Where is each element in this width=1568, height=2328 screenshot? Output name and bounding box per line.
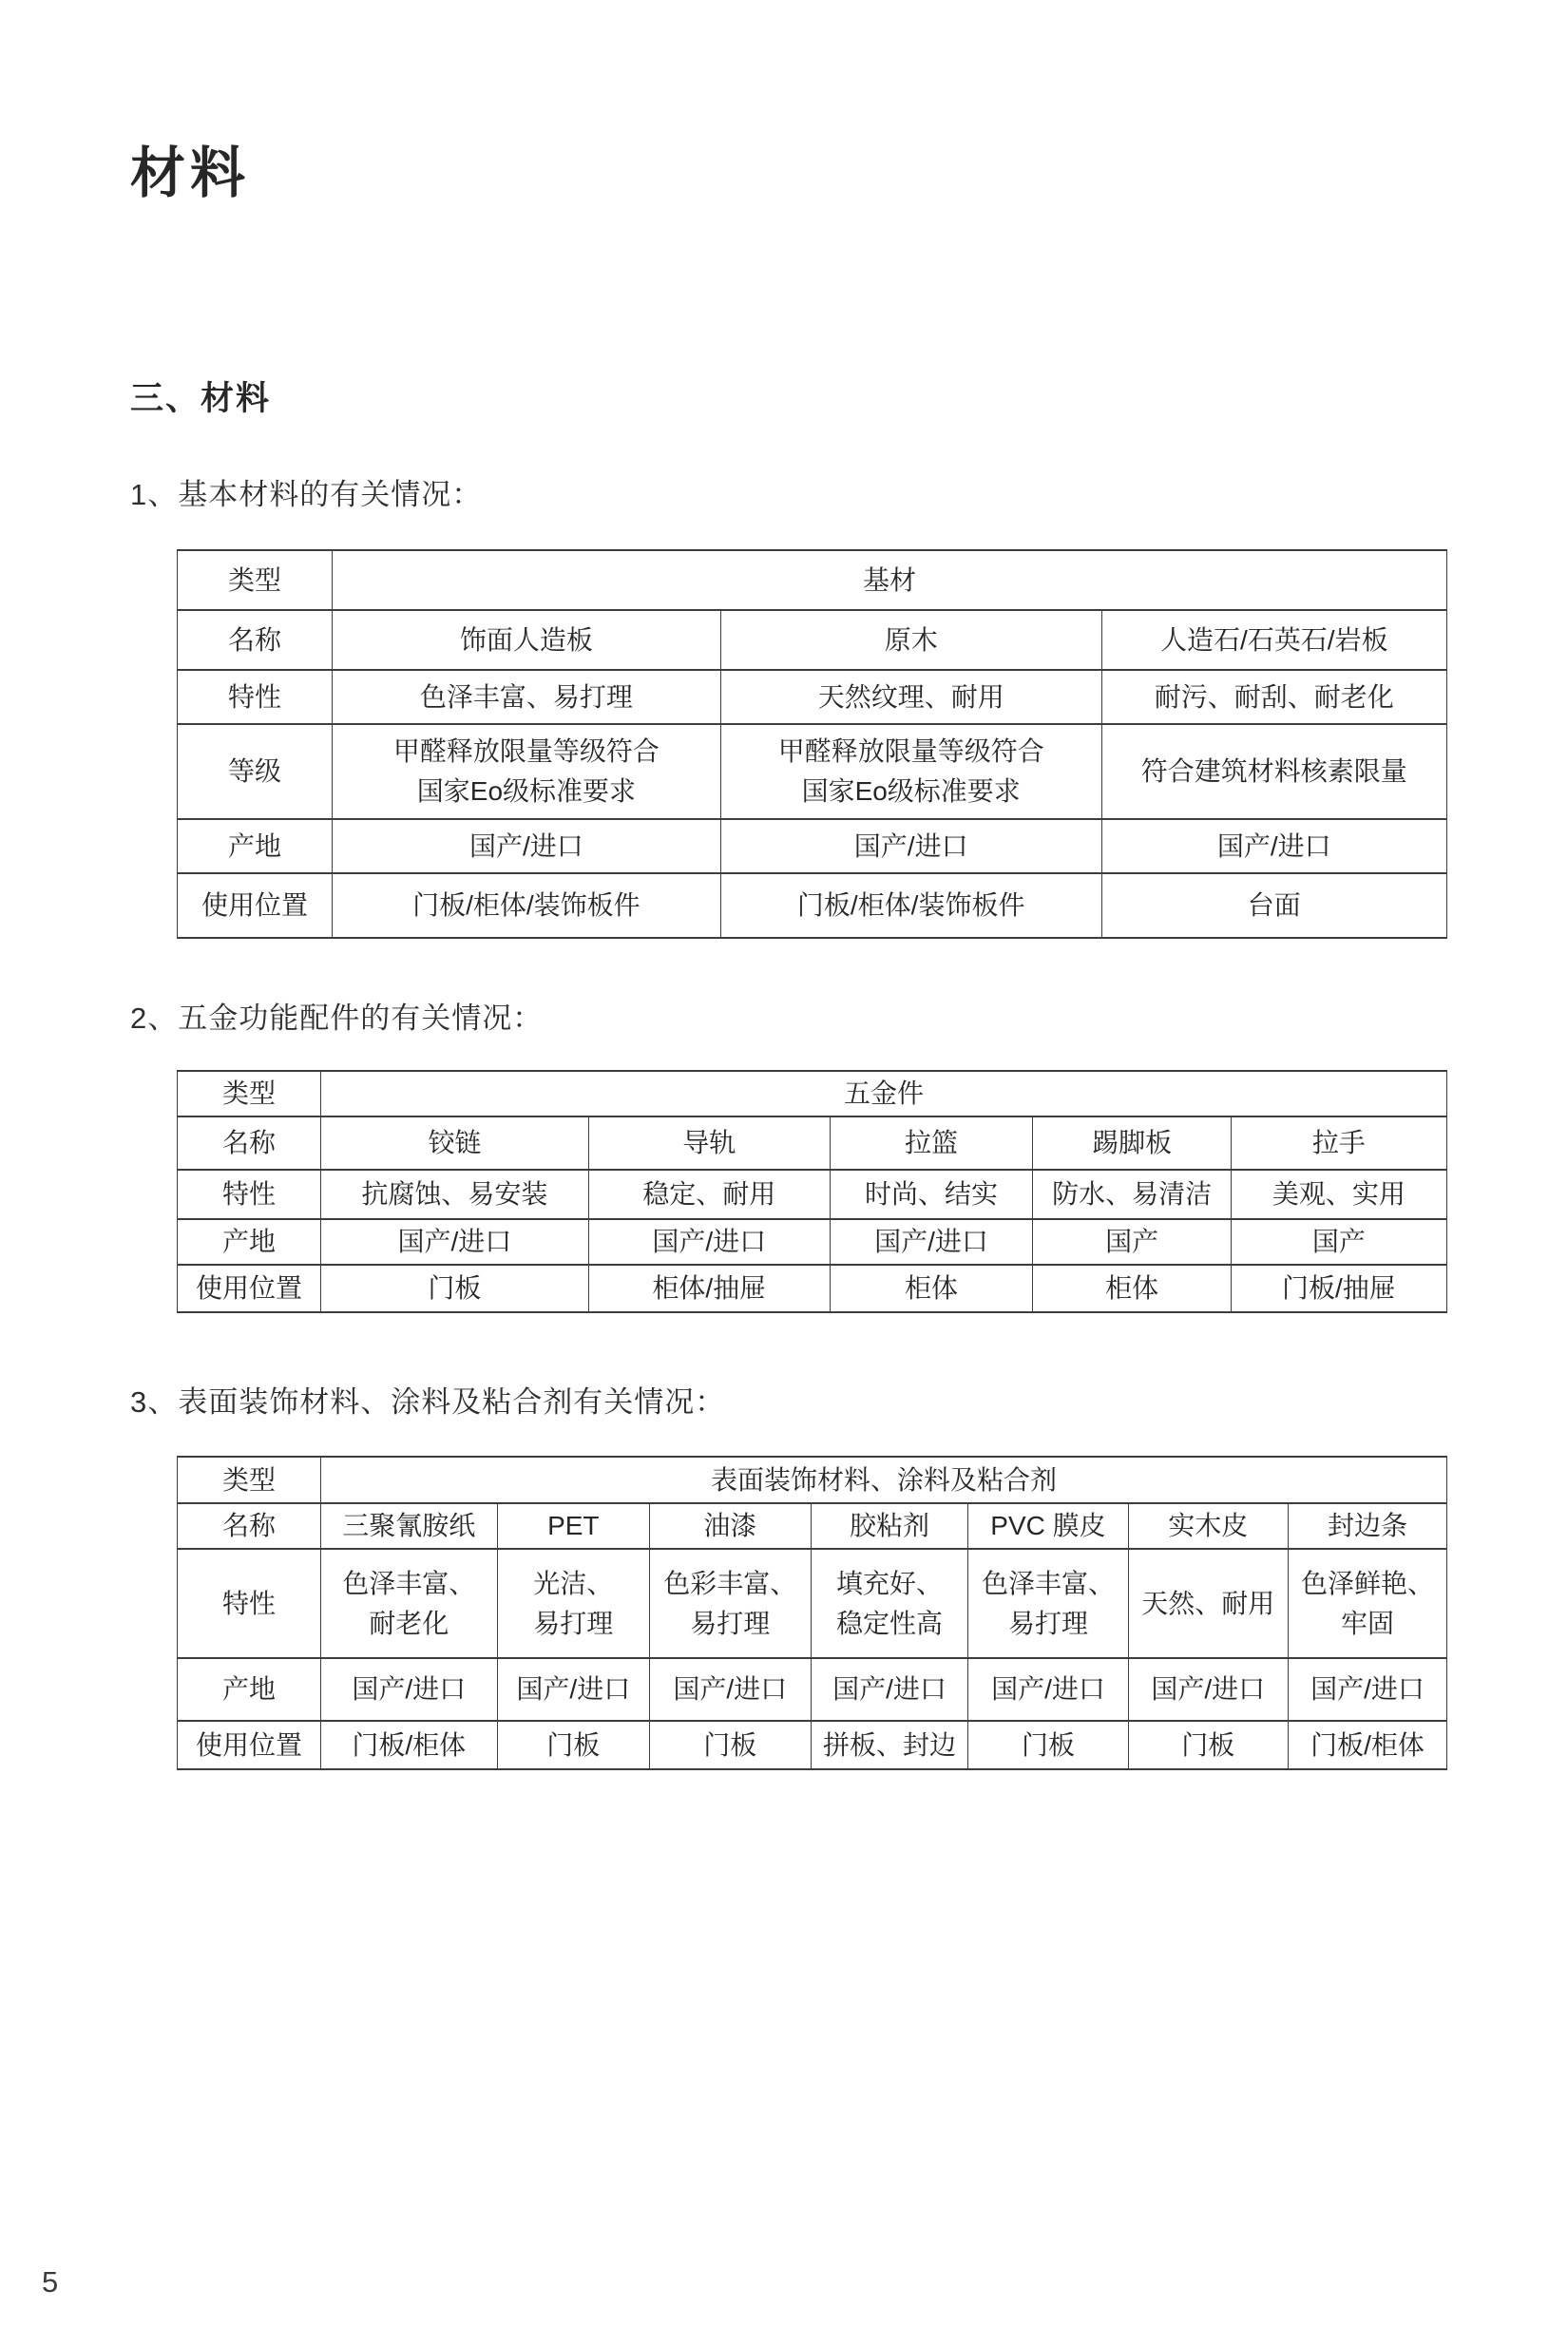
table-cell: 国产/进口 bbox=[1101, 819, 1446, 873]
table-cell: 甲醛释放限量等级符合 国家Eo级标准要求 bbox=[720, 724, 1101, 819]
subsection-heading-basic-materials: 1、基本材料的有关情况： bbox=[130, 478, 483, 511]
table-cell: 色彩丰富、 易打理 bbox=[649, 1549, 811, 1658]
table-cell: 实木皮 bbox=[1128, 1503, 1288, 1549]
row-label: 使用位置 bbox=[178, 873, 333, 938]
table-cell: 抗腐蚀、易安装 bbox=[320, 1170, 588, 1219]
table-row bbox=[178, 1116, 1447, 1170]
table-cell: 门板/抽屉 bbox=[1231, 1265, 1446, 1312]
row-label: 等级 bbox=[178, 724, 333, 819]
row-label: 类型 bbox=[178, 1071, 321, 1116]
table-cell: 人造石/石英石/岩板 bbox=[1101, 610, 1446, 670]
row-label: 特性 bbox=[178, 1170, 321, 1219]
table-row bbox=[178, 724, 1447, 819]
table-cell: 稳定、耐用 bbox=[588, 1170, 830, 1219]
table-cell: 国产 bbox=[1231, 1219, 1446, 1265]
table-cell: 光洁、 易打理 bbox=[497, 1549, 649, 1658]
table-row bbox=[178, 1549, 1447, 1658]
row-label: 名称 bbox=[178, 1116, 321, 1170]
table-row bbox=[178, 550, 1447, 610]
table-cell: 国产/进口 bbox=[1128, 1658, 1288, 1721]
table-cell: PVC 膜皮 bbox=[968, 1503, 1128, 1549]
table-cell: PET bbox=[497, 1503, 649, 1549]
table-cell: 国产/进口 bbox=[968, 1658, 1128, 1721]
table-row bbox=[178, 610, 1447, 670]
basic-materials-table bbox=[177, 549, 1447, 939]
table-cell: 三聚氰胺纸 bbox=[320, 1503, 497, 1549]
table-cell: 填充好、 稳定性高 bbox=[811, 1549, 968, 1658]
table-cell: 导轨 bbox=[588, 1116, 830, 1170]
table-cell: 门板 bbox=[497, 1721, 649, 1769]
table-cell: 门板/柜体/装饰板件 bbox=[332, 873, 720, 938]
table-cell: 符合建筑材料核素限量 bbox=[1101, 724, 1446, 819]
table-type-value: 基材 bbox=[332, 550, 1446, 610]
table-cell: 门板/柜体/装饰板件 bbox=[720, 873, 1101, 938]
row-label: 产地 bbox=[178, 819, 333, 873]
table-cell: 柜体 bbox=[830, 1265, 1033, 1312]
row-label: 特性 bbox=[178, 1549, 321, 1658]
hardware-accessories-table bbox=[177, 1070, 1447, 1313]
page-title: 材料 bbox=[130, 143, 251, 204]
page-number: 5 bbox=[42, 2265, 59, 2299]
table-cell: 色泽丰富、易打理 bbox=[332, 670, 720, 724]
table-cell: 国产/进口 bbox=[1288, 1658, 1446, 1721]
table-type-value: 表面装饰材料、涂料及粘合剂 bbox=[320, 1457, 1446, 1503]
table-cell: 国产/进口 bbox=[320, 1219, 588, 1265]
table-cell: 色泽丰富、 耐老化 bbox=[320, 1549, 497, 1658]
table-row bbox=[178, 1071, 1447, 1116]
table-cell: 原木 bbox=[720, 610, 1101, 670]
table-cell: 门板/柜体 bbox=[1288, 1721, 1446, 1769]
table-row bbox=[178, 670, 1447, 724]
table-cell: 耐污、耐刮、耐老化 bbox=[1101, 670, 1446, 724]
table-cell: 国产/进口 bbox=[497, 1658, 649, 1721]
row-label: 名称 bbox=[178, 610, 333, 670]
table-cell: 国产/进口 bbox=[320, 1658, 497, 1721]
surface-materials-table bbox=[177, 1456, 1447, 1770]
table-cell: 天然纹理、耐用 bbox=[720, 670, 1101, 724]
table-cell: 国产 bbox=[1033, 1219, 1231, 1265]
table-row bbox=[178, 1265, 1447, 1312]
table-cell: 门板 bbox=[649, 1721, 811, 1769]
row-label: 类型 bbox=[178, 1457, 321, 1503]
table-row bbox=[178, 1503, 1447, 1549]
table-cell: 国产/进口 bbox=[811, 1658, 968, 1721]
table-cell: 柜体 bbox=[1033, 1265, 1231, 1312]
table-cell: 色泽鲜艳、 牢固 bbox=[1288, 1549, 1446, 1658]
table-cell: 门板/柜体 bbox=[320, 1721, 497, 1769]
table-cell: 柜体/抽屉 bbox=[588, 1265, 830, 1312]
table-row bbox=[178, 1219, 1447, 1265]
table-row bbox=[178, 1658, 1447, 1721]
table-cell: 封边条 bbox=[1288, 1503, 1446, 1549]
table-row bbox=[178, 873, 1447, 938]
table-cell: 拉手 bbox=[1231, 1116, 1446, 1170]
table-type-value: 五金件 bbox=[320, 1071, 1446, 1116]
table-cell: 国产/进口 bbox=[720, 819, 1101, 873]
table-row bbox=[178, 1721, 1447, 1769]
table-cell: 拉篮 bbox=[830, 1116, 1033, 1170]
table-cell: 时尚、结实 bbox=[830, 1170, 1033, 1219]
table-cell: 国产/进口 bbox=[332, 819, 720, 873]
table-cell: 门板 bbox=[968, 1721, 1128, 1769]
table-cell: 踢脚板 bbox=[1033, 1116, 1231, 1170]
table-cell: 国产/进口 bbox=[649, 1658, 811, 1721]
table-cell: 国产/进口 bbox=[830, 1219, 1033, 1265]
table-row bbox=[178, 819, 1447, 873]
table-cell: 美观、实用 bbox=[1231, 1170, 1446, 1219]
row-label: 类型 bbox=[178, 550, 333, 610]
table-cell: 饰面人造板 bbox=[332, 610, 720, 670]
table-row bbox=[178, 1170, 1447, 1219]
table-cell: 门板 bbox=[320, 1265, 588, 1312]
section-heading: 三、材料 bbox=[130, 380, 272, 417]
table-cell: 甲醛释放限量等级符合 国家Eo级标准要求 bbox=[332, 724, 720, 819]
table-cell: 胶粘剂 bbox=[811, 1503, 968, 1549]
subsection-heading-hardware: 2、五金功能配件的有关情况： bbox=[130, 1002, 544, 1035]
subsection-heading-surface-materials: 3、表面装饰材料、涂料及粘合剂有关情况： bbox=[130, 1385, 726, 1419]
table-cell: 门板 bbox=[1128, 1721, 1288, 1769]
table-cell: 国产/进口 bbox=[588, 1219, 830, 1265]
table-cell: 色泽丰富、 易打理 bbox=[968, 1549, 1128, 1658]
table-cell: 天然、耐用 bbox=[1128, 1549, 1288, 1658]
row-label: 名称 bbox=[178, 1503, 321, 1549]
row-label: 产地 bbox=[178, 1219, 321, 1265]
table-row bbox=[178, 1457, 1447, 1503]
row-label: 产地 bbox=[178, 1658, 321, 1721]
table-cell: 台面 bbox=[1101, 873, 1446, 938]
row-label: 使用位置 bbox=[178, 1721, 321, 1769]
table-cell: 铰链 bbox=[320, 1116, 588, 1170]
row-label: 使用位置 bbox=[178, 1265, 321, 1312]
table-cell: 拼板、封边 bbox=[811, 1721, 968, 1769]
table-cell: 防水、易清洁 bbox=[1033, 1170, 1231, 1219]
row-label: 特性 bbox=[178, 670, 333, 724]
table-cell: 油漆 bbox=[649, 1503, 811, 1549]
